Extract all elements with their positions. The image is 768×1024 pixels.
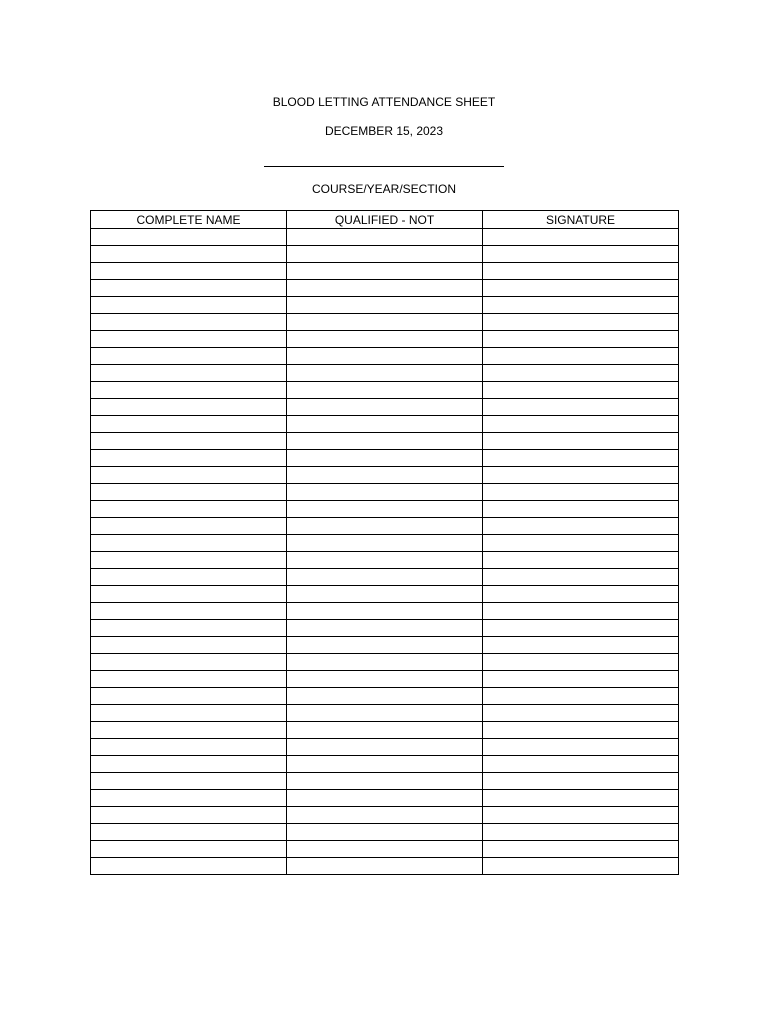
signature-cell[interactable] bbox=[483, 416, 679, 433]
name-cell[interactable] bbox=[91, 705, 287, 722]
name-cell[interactable] bbox=[91, 297, 287, 314]
qualified-cell[interactable] bbox=[287, 263, 483, 280]
signature-cell[interactable] bbox=[483, 467, 679, 484]
qualified-cell[interactable] bbox=[287, 416, 483, 433]
signature-cell[interactable] bbox=[483, 739, 679, 756]
qualified-cell[interactable] bbox=[287, 348, 483, 365]
name-cell[interactable] bbox=[91, 620, 287, 637]
signature-cell[interactable] bbox=[483, 807, 679, 824]
name-cell[interactable] bbox=[91, 263, 287, 280]
qualified-cell[interactable] bbox=[287, 739, 483, 756]
signature-cell[interactable] bbox=[483, 637, 679, 654]
qualified-cell[interactable] bbox=[287, 637, 483, 654]
signature-cell[interactable] bbox=[483, 705, 679, 722]
table-row bbox=[91, 569, 679, 586]
column-header-complete-name: COMPLETE NAME bbox=[91, 211, 287, 229]
qualified-cell[interactable] bbox=[287, 433, 483, 450]
table-row bbox=[91, 501, 679, 518]
signature-cell[interactable] bbox=[483, 858, 679, 875]
signature-cell[interactable] bbox=[483, 246, 679, 263]
qualified-cell[interactable] bbox=[287, 297, 483, 314]
table-row bbox=[91, 671, 679, 688]
table-row bbox=[91, 841, 679, 858]
signature-cell[interactable] bbox=[483, 314, 679, 331]
name-cell[interactable] bbox=[91, 467, 287, 484]
qualified-cell[interactable] bbox=[287, 824, 483, 841]
qualified-cell[interactable] bbox=[287, 331, 483, 348]
qualified-cell[interactable] bbox=[287, 501, 483, 518]
qualified-cell[interactable] bbox=[287, 450, 483, 467]
qualified-cell[interactable] bbox=[287, 365, 483, 382]
table-row bbox=[91, 416, 679, 433]
name-cell[interactable] bbox=[91, 637, 287, 654]
name-cell[interactable] bbox=[91, 671, 287, 688]
signature-cell[interactable] bbox=[483, 263, 679, 280]
table-row bbox=[91, 263, 679, 280]
qualified-cell[interactable] bbox=[287, 467, 483, 484]
signature-cell[interactable] bbox=[483, 620, 679, 637]
table-row bbox=[91, 858, 679, 875]
qualified-cell[interactable] bbox=[287, 756, 483, 773]
name-cell[interactable] bbox=[91, 688, 287, 705]
name-cell[interactable] bbox=[91, 314, 287, 331]
name-cell[interactable] bbox=[91, 246, 287, 263]
signature-cell[interactable] bbox=[483, 756, 679, 773]
signature-cell[interactable] bbox=[483, 552, 679, 569]
signature-cell[interactable] bbox=[483, 535, 679, 552]
course-fill-in-line bbox=[264, 166, 504, 167]
name-cell[interactable] bbox=[91, 722, 287, 739]
name-cell[interactable] bbox=[91, 841, 287, 858]
name-cell[interactable] bbox=[91, 535, 287, 552]
name-cell[interactable] bbox=[91, 365, 287, 382]
table-row bbox=[91, 722, 679, 739]
signature-cell[interactable] bbox=[483, 603, 679, 620]
signature-cell[interactable] bbox=[483, 331, 679, 348]
qualified-cell[interactable] bbox=[287, 688, 483, 705]
attendance-table-body bbox=[91, 229, 679, 875]
qualified-cell[interactable] bbox=[287, 790, 483, 807]
signature-cell[interactable] bbox=[483, 501, 679, 518]
document-title: BLOOD LETTING ATTENDANCE SHEET bbox=[272, 95, 496, 109]
table-row bbox=[91, 807, 679, 824]
table-row bbox=[91, 705, 679, 722]
table-row bbox=[91, 365, 679, 382]
name-cell[interactable] bbox=[91, 331, 287, 348]
name-cell[interactable] bbox=[91, 348, 287, 365]
name-cell[interactable] bbox=[91, 280, 287, 297]
qualified-cell[interactable] bbox=[287, 586, 483, 603]
qualified-cell[interactable] bbox=[287, 280, 483, 297]
name-cell[interactable] bbox=[91, 382, 287, 399]
name-cell[interactable] bbox=[91, 552, 287, 569]
table-row bbox=[91, 773, 679, 790]
name-cell[interactable] bbox=[91, 858, 287, 875]
table-row bbox=[91, 433, 679, 450]
table-row bbox=[91, 552, 679, 569]
column-header-signature: SIGNATURE bbox=[483, 211, 679, 229]
table-row bbox=[91, 450, 679, 467]
qualified-cell[interactable] bbox=[287, 552, 483, 569]
signature-cell[interactable] bbox=[483, 399, 679, 416]
table-row bbox=[91, 637, 679, 654]
signature-cell[interactable] bbox=[483, 365, 679, 382]
name-cell[interactable] bbox=[91, 603, 287, 620]
table-row bbox=[91, 535, 679, 552]
name-cell[interactable] bbox=[91, 773, 287, 790]
table-row bbox=[91, 603, 679, 620]
table-header-row bbox=[91, 211, 679, 229]
qualified-cell[interactable] bbox=[287, 773, 483, 790]
name-cell[interactable] bbox=[91, 501, 287, 518]
table-row bbox=[91, 399, 679, 416]
table-row bbox=[91, 688, 679, 705]
signature-cell[interactable] bbox=[483, 433, 679, 450]
qualified-cell[interactable] bbox=[287, 246, 483, 263]
qualified-cell[interactable] bbox=[287, 484, 483, 501]
signature-cell[interactable] bbox=[483, 841, 679, 858]
table-row bbox=[91, 620, 679, 637]
table-row bbox=[91, 518, 679, 535]
signature-cell[interactable] bbox=[483, 586, 679, 603]
signature-cell[interactable] bbox=[483, 569, 679, 586]
course-year-section-label: COURSE/YEAR/SECTION bbox=[311, 182, 457, 196]
qualified-cell[interactable] bbox=[287, 722, 483, 739]
table-row bbox=[91, 348, 679, 365]
document-date: DECEMBER 15, 2023 bbox=[324, 124, 444, 138]
signature-cell[interactable] bbox=[483, 348, 679, 365]
table-row bbox=[91, 297, 679, 314]
qualified-cell[interactable] bbox=[287, 535, 483, 552]
table-row bbox=[91, 229, 679, 246]
qualified-cell[interactable] bbox=[287, 382, 483, 399]
signature-cell[interactable] bbox=[483, 688, 679, 705]
signature-cell[interactable] bbox=[483, 824, 679, 841]
qualified-cell[interactable] bbox=[287, 518, 483, 535]
table-row bbox=[91, 790, 679, 807]
qualified-cell[interactable] bbox=[287, 807, 483, 824]
qualified-cell[interactable] bbox=[287, 229, 483, 246]
qualified-cell[interactable] bbox=[287, 620, 483, 637]
signature-cell[interactable] bbox=[483, 229, 679, 246]
table-row bbox=[91, 739, 679, 756]
qualified-cell[interactable] bbox=[287, 569, 483, 586]
name-cell[interactable] bbox=[91, 807, 287, 824]
qualified-cell[interactable] bbox=[287, 858, 483, 875]
name-cell[interactable] bbox=[91, 654, 287, 671]
name-cell[interactable] bbox=[91, 229, 287, 246]
signature-cell[interactable] bbox=[483, 518, 679, 535]
table-row bbox=[91, 246, 679, 263]
signature-cell[interactable] bbox=[483, 773, 679, 790]
name-cell[interactable] bbox=[91, 739, 287, 756]
qualified-cell[interactable] bbox=[287, 841, 483, 858]
signature-cell[interactable] bbox=[483, 722, 679, 739]
name-cell[interactable] bbox=[91, 484, 287, 501]
table-row bbox=[91, 654, 679, 671]
qualified-cell[interactable] bbox=[287, 314, 483, 331]
name-cell[interactable] bbox=[91, 756, 287, 773]
table-row bbox=[91, 314, 679, 331]
table-row bbox=[91, 756, 679, 773]
table-row bbox=[91, 280, 679, 297]
signature-cell[interactable] bbox=[483, 280, 679, 297]
signature-cell[interactable] bbox=[483, 450, 679, 467]
signature-cell[interactable] bbox=[483, 484, 679, 501]
name-cell[interactable] bbox=[91, 518, 287, 535]
table-row bbox=[91, 382, 679, 399]
qualified-cell[interactable] bbox=[287, 603, 483, 620]
table-row bbox=[91, 586, 679, 603]
table-row bbox=[91, 484, 679, 501]
name-cell[interactable] bbox=[91, 790, 287, 807]
name-cell[interactable] bbox=[91, 433, 287, 450]
signature-cell[interactable] bbox=[483, 654, 679, 671]
qualified-cell[interactable] bbox=[287, 399, 483, 416]
column-header-qualified: QUALIFIED - NOT bbox=[287, 211, 483, 229]
name-cell[interactable] bbox=[91, 586, 287, 603]
table-row bbox=[91, 824, 679, 841]
qualified-cell[interactable] bbox=[287, 705, 483, 722]
name-cell[interactable] bbox=[91, 824, 287, 841]
signature-cell[interactable] bbox=[483, 790, 679, 807]
signature-cell[interactable] bbox=[483, 671, 679, 688]
name-cell[interactable] bbox=[91, 399, 287, 416]
qualified-cell[interactable] bbox=[287, 671, 483, 688]
name-cell[interactable] bbox=[91, 416, 287, 433]
signature-cell[interactable] bbox=[483, 382, 679, 399]
table-row bbox=[91, 467, 679, 484]
signature-cell[interactable] bbox=[483, 297, 679, 314]
table-row bbox=[91, 331, 679, 348]
qualified-cell[interactable] bbox=[287, 654, 483, 671]
attendance-table bbox=[90, 210, 679, 875]
name-cell[interactable] bbox=[91, 569, 287, 586]
name-cell[interactable] bbox=[91, 450, 287, 467]
